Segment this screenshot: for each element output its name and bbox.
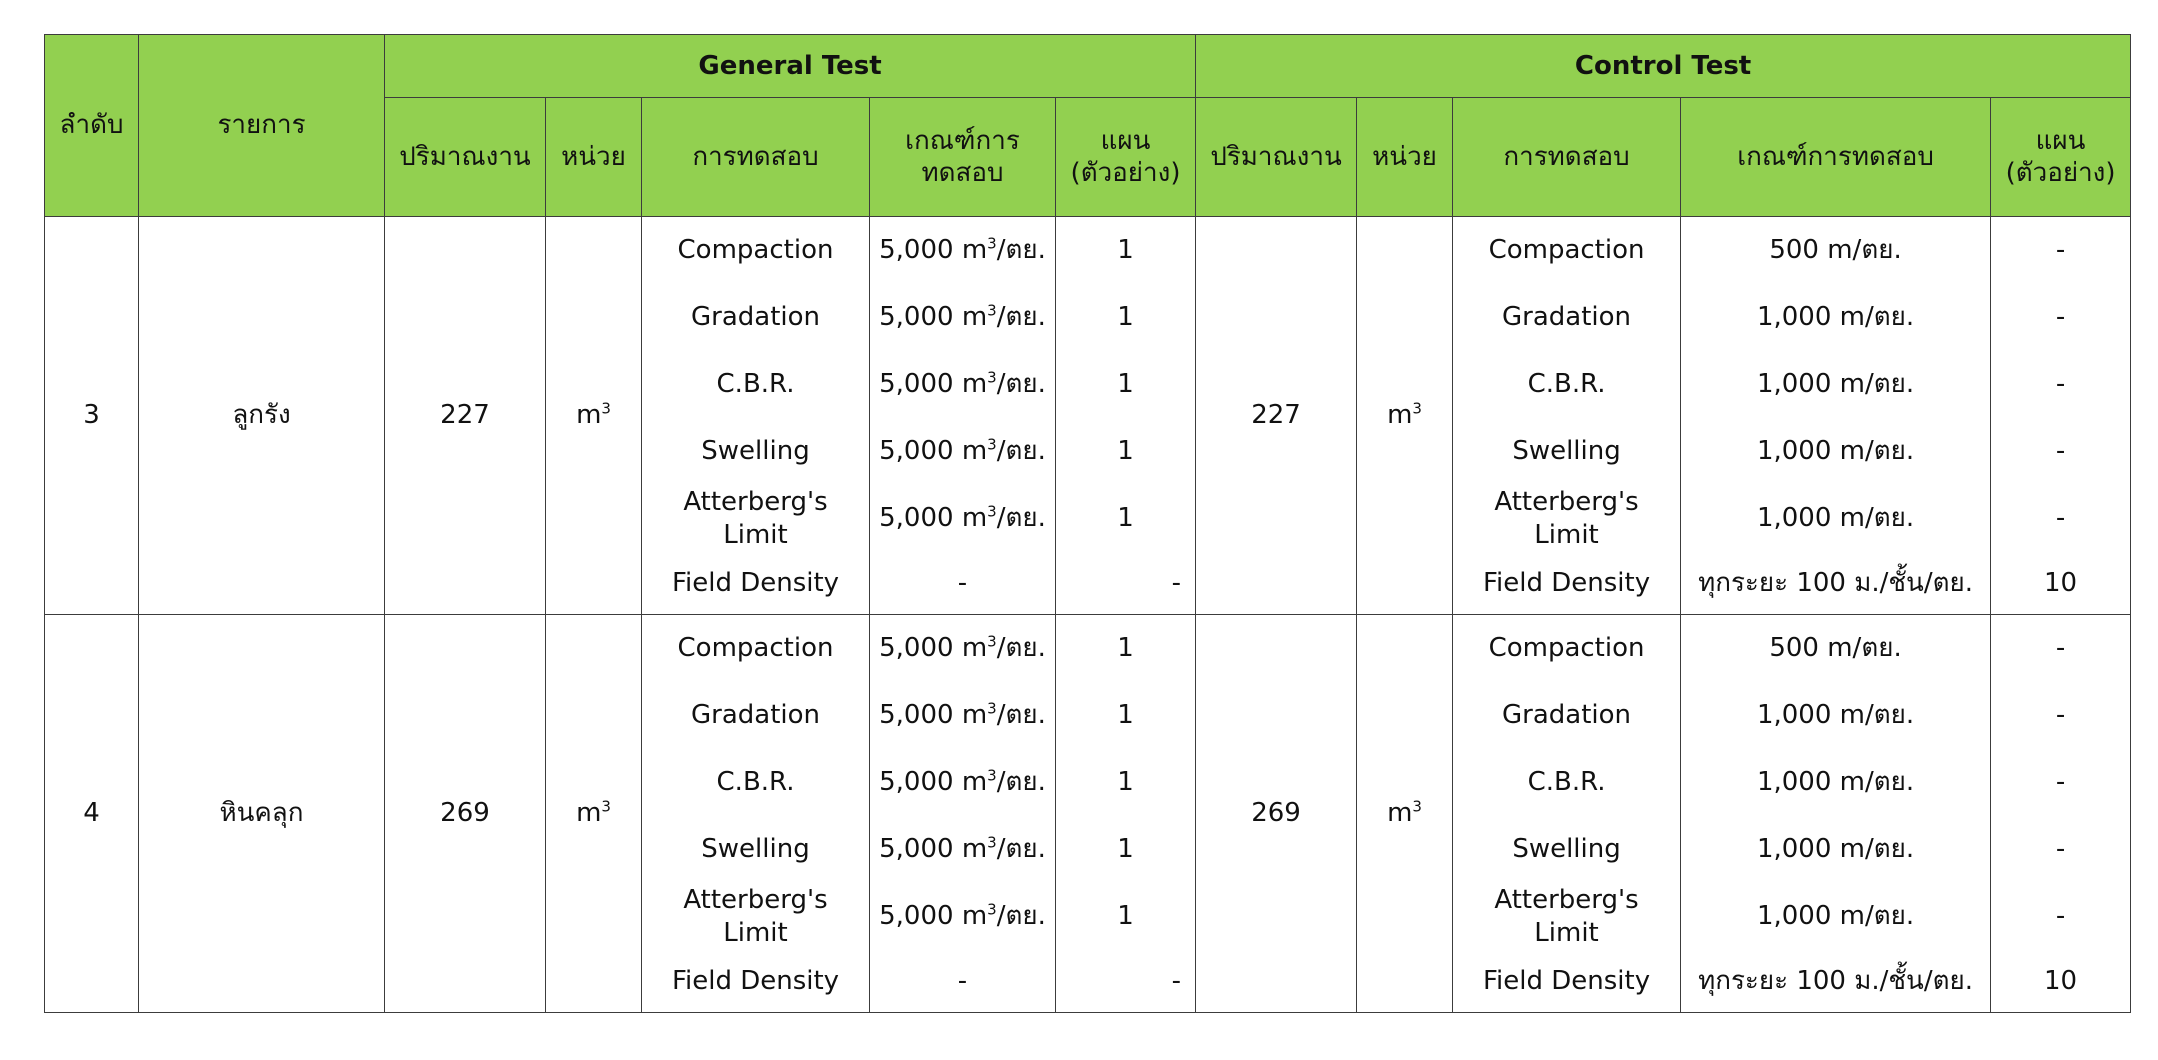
general-criteria: [870, 351, 1056, 418]
col-header-control-qty: ปริมาณงาน: [1196, 98, 1357, 217]
general-criteria: [870, 552, 1056, 615]
col-header-control-plan: แผน (ตัวอย่าง): [1991, 98, 2131, 217]
unit-exponent: 3: [601, 399, 611, 418]
control-criteria: 1,000 m/ตย.: [1681, 485, 1991, 552]
general-criteria: [870, 883, 1056, 950]
control-plan: -: [1991, 682, 2131, 749]
table-row: [45, 615, 2131, 683]
table-body: [45, 217, 2131, 1013]
criteria-suffix: /ตย.: [996, 369, 1046, 400]
control-test-name: Swelling: [1453, 816, 1681, 883]
control-plan: -: [1991, 418, 2131, 485]
criteria-exponent: 3: [987, 368, 997, 387]
control-test-name: Gradation: [1453, 682, 1681, 749]
table-row: [45, 217, 2131, 285]
general-unit: [546, 217, 642, 615]
control-test-name: Field Density: [1453, 950, 1681, 1013]
general-plan: 1: [1056, 816, 1196, 883]
general-test-name: Atterberg's Limit: [642, 883, 870, 950]
criteria-suffix: /ตย.: [996, 436, 1046, 467]
general-plan: 1: [1056, 485, 1196, 552]
control-criteria: ทุกระยะ 100 ม./ชั้น/ตย.: [1681, 552, 1991, 615]
control-criteria: 500 m/ตย.: [1681, 615, 1991, 683]
control-plan: -: [1991, 351, 2131, 418]
general-criteria: [870, 217, 1056, 285]
col-header-no: ลำดับ: [45, 35, 139, 217]
control-plan: -: [1991, 816, 2131, 883]
unit-exponent: 3: [1412, 797, 1422, 816]
col-header-control-criteria: เกณฑ์การทดสอบ: [1681, 98, 1991, 217]
control-plan: -: [1991, 284, 2131, 351]
general-test-name: Field Density: [642, 950, 870, 1013]
criteria-suffix: /ตย.: [996, 901, 1046, 932]
control-criteria: 1,000 m/ตย.: [1681, 883, 1991, 950]
control-test-name: Atterberg's Limit: [1453, 883, 1681, 950]
criteria-suffix: /ตย.: [996, 767, 1046, 798]
general-test-name: Compaction: [642, 217, 870, 285]
control-criteria: 500 m/ตย.: [1681, 217, 1991, 285]
table-header: [45, 35, 2131, 217]
col-header-general-test: การทดสอบ: [642, 98, 870, 217]
item-name: หินคลุก: [139, 615, 385, 1013]
general-test-name: C.B.R.: [642, 749, 870, 816]
criteria-suffix: /ตย.: [996, 834, 1046, 865]
general-plan: 1: [1056, 418, 1196, 485]
criteria-exponent: 3: [987, 234, 997, 253]
control-test-name: Compaction: [1453, 615, 1681, 683]
col-header-general-plan: แผน (ตัวอย่าง): [1056, 98, 1196, 217]
control-plan: 10: [1991, 950, 2131, 1013]
general-plan: 1: [1056, 615, 1196, 683]
control-quantity: 227: [1196, 217, 1357, 615]
general-test-name: Field Density: [642, 552, 870, 615]
criteria-suffix: /ตย.: [996, 700, 1046, 731]
criteria-exponent: 3: [987, 900, 997, 919]
col-header-control-unit: หน่วย: [1357, 98, 1453, 217]
criteria-value: 5,000 m: [879, 235, 988, 266]
general-test-name: Compaction: [642, 615, 870, 683]
unit-base: m: [1387, 400, 1413, 431]
col-header-general-qty: ปริมาณงาน: [385, 98, 546, 217]
criteria-exponent: 3: [987, 766, 997, 785]
control-test-name: C.B.R.: [1453, 351, 1681, 418]
general-quantity: 269: [385, 615, 546, 1013]
criteria-value: -: [957, 567, 968, 598]
control-criteria: 1,000 m/ตย.: [1681, 418, 1991, 485]
criteria-suffix: /ตย.: [996, 503, 1046, 534]
control-plan: 10: [1991, 552, 2131, 615]
general-plan: 1: [1056, 749, 1196, 816]
control-test-name: C.B.R.: [1453, 749, 1681, 816]
control-plan: -: [1991, 217, 2131, 285]
criteria-exponent: 3: [987, 502, 997, 521]
control-unit: [1357, 217, 1453, 615]
criteria-suffix: /ตย.: [996, 302, 1046, 333]
general-plan: 1: [1056, 284, 1196, 351]
criteria-exponent: 3: [987, 301, 997, 320]
control-criteria: 1,000 m/ตย.: [1681, 351, 1991, 418]
criteria-exponent: 3: [987, 632, 997, 651]
general-plan: 1: [1056, 883, 1196, 950]
control-test-name: Gradation: [1453, 284, 1681, 351]
control-test-name: Swelling: [1453, 418, 1681, 485]
general-criteria: [870, 485, 1056, 552]
item-number: 3: [45, 217, 139, 615]
general-test-name: Swelling: [642, 418, 870, 485]
general-plan: -: [1056, 552, 1196, 615]
criteria-value: 5,000 m: [879, 834, 988, 865]
criteria-value: 5,000 m: [879, 700, 988, 731]
control-unit: [1357, 615, 1453, 1013]
group-header-control: Control Test: [1196, 35, 2131, 98]
general-criteria: [870, 816, 1056, 883]
general-test-name: Gradation: [642, 682, 870, 749]
criteria-suffix: /ตย.: [996, 633, 1046, 664]
general-plan: -: [1056, 950, 1196, 1013]
unit-base: m: [576, 798, 602, 829]
general-test-name: C.B.R.: [642, 351, 870, 418]
general-criteria: [870, 284, 1056, 351]
item-name: ลูกรัง: [139, 217, 385, 615]
unit-exponent: 3: [1412, 399, 1422, 418]
criteria-suffix: /ตย.: [996, 235, 1046, 266]
col-header-item: รายการ: [139, 35, 385, 217]
control-test-name: Atterberg's Limit: [1453, 485, 1681, 552]
unit-exponent: 3: [601, 797, 611, 816]
col-header-general-unit: หน่วย: [546, 98, 642, 217]
control-criteria: 1,000 m/ตย.: [1681, 816, 1991, 883]
general-criteria: [870, 615, 1056, 683]
control-criteria: ทุกระยะ 100 ม./ชั้น/ตย.: [1681, 950, 1991, 1013]
control-criteria: 1,000 m/ตย.: [1681, 682, 1991, 749]
criteria-exponent: 3: [987, 833, 997, 852]
general-unit: [546, 615, 642, 1013]
control-criteria: 1,000 m/ตย.: [1681, 284, 1991, 351]
control-plan: -: [1991, 485, 2131, 552]
control-test-name: Field Density: [1453, 552, 1681, 615]
general-criteria: [870, 682, 1056, 749]
criteria-value: 5,000 m: [879, 503, 988, 534]
general-plan: 1: [1056, 351, 1196, 418]
col-header-general-criteria: เกณฑ์การทดสอบ: [870, 98, 1056, 217]
general-quantity: 227: [385, 217, 546, 615]
unit-base: m: [576, 400, 602, 431]
item-number: 4: [45, 615, 139, 1013]
unit-base: m: [1387, 798, 1413, 829]
control-criteria: 1,000 m/ตย.: [1681, 749, 1991, 816]
general-test-name: Gradation: [642, 284, 870, 351]
criteria-value: 5,000 m: [879, 767, 988, 798]
control-quantity: 269: [1196, 615, 1357, 1013]
general-test-name: Atterberg's Limit: [642, 485, 870, 552]
control-plan: -: [1991, 749, 2131, 816]
general-criteria: [870, 749, 1056, 816]
control-plan: -: [1991, 883, 2131, 950]
test-plan-table: [44, 34, 2131, 1013]
general-test-name: Swelling: [642, 816, 870, 883]
group-header-general: General Test: [385, 35, 1196, 98]
criteria-value: 5,000 m: [879, 633, 988, 664]
general-criteria: [870, 418, 1056, 485]
general-plan: 1: [1056, 682, 1196, 749]
criteria-value: 5,000 m: [879, 436, 988, 467]
control-plan: -: [1991, 615, 2131, 683]
control-test-name: Compaction: [1453, 217, 1681, 285]
criteria-value: 5,000 m: [879, 302, 988, 333]
criteria-value: 5,000 m: [879, 369, 988, 400]
criteria-value: -: [957, 965, 968, 996]
general-plan: 1: [1056, 217, 1196, 285]
col-header-control-test: การทดสอบ: [1453, 98, 1681, 217]
criteria-value: 5,000 m: [879, 901, 988, 932]
general-criteria: [870, 950, 1056, 1013]
criteria-exponent: 3: [987, 435, 997, 454]
criteria-exponent: 3: [987, 699, 997, 718]
